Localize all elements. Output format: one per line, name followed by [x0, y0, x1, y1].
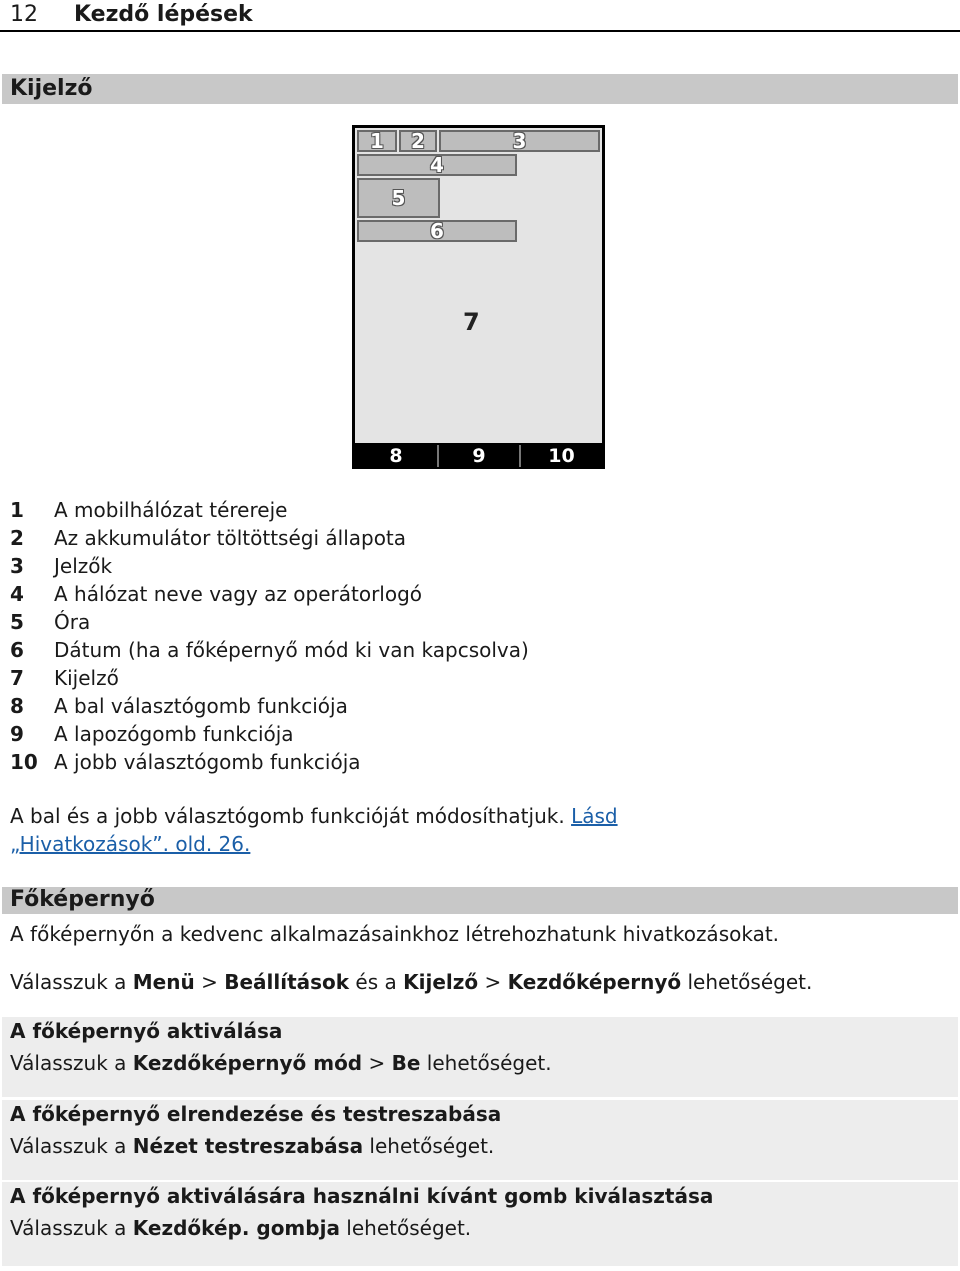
zone-1-signal: 1 [357, 130, 397, 152]
legend-number: 1 [10, 498, 24, 522]
subsection-key-select [2, 1182, 958, 1266]
legend-text: A mobilhálózat térereje [54, 498, 288, 522]
legend-text: Az akkumulátor töltöttségi állapota [54, 526, 407, 550]
softkey-right-label: 10 [548, 445, 575, 467]
legend-number: 10 [10, 750, 38, 774]
legend-number: 7 [10, 666, 24, 690]
display-term: Kijelző [403, 970, 479, 994]
display-diagram [352, 125, 605, 469]
legend-text: A jobb választógomb funkciója [54, 750, 361, 774]
path-text: Válasszuk a [10, 970, 133, 994]
legend-number: 8 [10, 694, 24, 718]
legend-text: Kijelző [54, 666, 119, 690]
legend-number: 6 [10, 638, 24, 662]
page-header [0, 0, 960, 32]
softkey-bar [355, 445, 602, 467]
subsection-text: Válasszuk a Kezdőképernyő mód > Be lehetőséget. [10, 1051, 552, 1075]
legend-item [10, 638, 710, 666]
chapter-title: Kezdő lépések [74, 2, 253, 27]
softkey-middle-label: 9 [472, 445, 486, 467]
zone-7-main-display: 7 [463, 308, 480, 336]
softkey-note [10, 802, 950, 858]
zone-3-indicators: 3 [439, 130, 600, 152]
page-number: 12 [10, 2, 38, 27]
section-heading-display: Kijelző [2, 74, 958, 104]
subsection-heading: A főképernyő aktiválására használni kívánt gomb kiválasztása [10, 1184, 714, 1208]
legend-item [10, 526, 710, 554]
legend-text: A lapozógomb funkciója [54, 722, 294, 746]
legend-item [10, 610, 710, 638]
legend-text: A bal választógomb funkciója [54, 694, 348, 718]
legend-text: Jelzők [54, 554, 113, 578]
path-text: lehetőséget. [681, 970, 813, 994]
path-text: és a [349, 970, 404, 994]
subsection-text: Válasszuk a Nézet testreszabása lehetőséget. [10, 1134, 495, 1158]
legend-item [10, 666, 710, 694]
homescreen-term: Kezdőképernyő [507, 970, 682, 994]
legend-text: A hálózat neve vagy az operátorlogó [54, 582, 423, 606]
legend-number: 9 [10, 722, 24, 746]
subsection-heading: A főképernyő elrendezése és testreszabása [10, 1102, 502, 1126]
subsection-activate [2, 1017, 958, 1097]
zone-6-date: 6 [357, 220, 517, 242]
display-screen [355, 128, 602, 443]
section-heading-home-screen: Főképernyő [2, 887, 958, 914]
legend-number: 5 [10, 610, 24, 634]
legend-item [10, 694, 710, 722]
zone-4-network: 4 [357, 154, 517, 176]
menu-term: Menü [132, 970, 195, 994]
shortcuts-link-page[interactable]: „Hivatkozások”. old. 26. [10, 832, 251, 856]
legend-number: 2 [10, 526, 24, 550]
subsection-customize [2, 1100, 958, 1180]
zone-5-clock: 5 [357, 178, 440, 218]
legend-number: 4 [10, 582, 24, 606]
note-text: A bal és a jobb választógomb funkcióját módosíthatjuk. [10, 804, 565, 828]
home-screen-intro: A főképernyőn a kedvenc alkalmazásainkhoz létrehozhatunk hivatkozásokat. [10, 922, 780, 946]
legend-item [10, 722, 710, 750]
home-screen-menu-path [10, 968, 950, 996]
softkey-left-label: 8 [389, 445, 403, 467]
subsection-text: Válasszuk a Kezdőkép. gombja lehetőséget. [10, 1216, 472, 1240]
subsection-heading: A főképernyő aktiválása [10, 1019, 283, 1043]
legend-item [10, 750, 710, 778]
legend-text: Óra [54, 610, 91, 634]
legend-text: Dátum (ha a főképernyő mód ki van kapcsolva) [54, 638, 529, 662]
legend-number: 3 [10, 554, 24, 578]
settings-term: Beállítások [224, 970, 350, 994]
shortcuts-link[interactable]: Lásd [571, 804, 618, 828]
legend-item [10, 554, 710, 582]
legend-item [10, 582, 710, 610]
path-separator: > [194, 970, 225, 994]
legend-item [10, 498, 710, 526]
path-separator: > [478, 970, 508, 994]
zone-2-battery: 2 [399, 130, 437, 152]
